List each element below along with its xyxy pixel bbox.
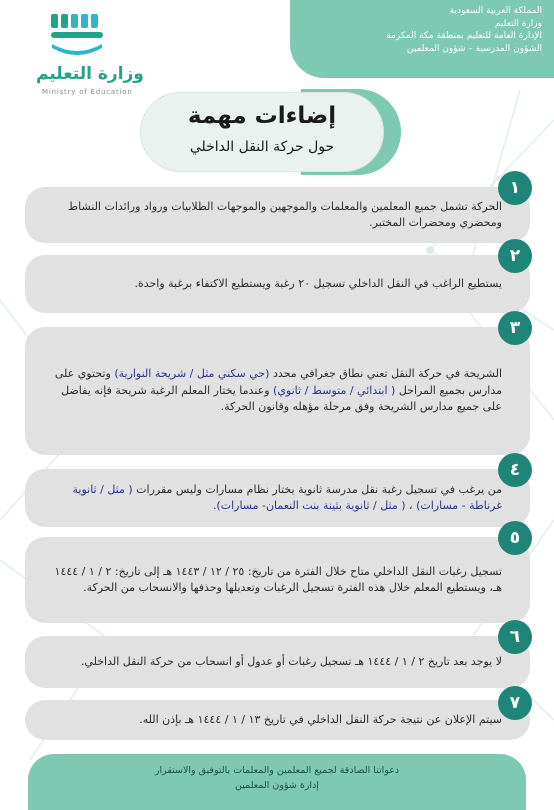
item-text: سيتم الإعلان عن نتيجة حركة النقل الداخلي في تاريخ ١٣ / ١ / ١٤٤٤ هـ بإذن الله. [139,712,502,726]
list-item-6 [25,636,530,688]
org-line-ministry: وزارة التعليم [494,18,542,29]
item-number-badge: ٢ [498,239,532,273]
item-text: يستطيع الراغب في النقل الداخلي تسجيل ٢٠ رغبة ويستطيع الاكتفاء برغبة واحدة. [134,276,502,290]
item-number-badge: ٥ [498,521,532,555]
item-highlight-text: ( ابتدائي / متوسط / ثانوي) [273,383,396,397]
page-title: إضاءات مهمة [187,103,337,129]
item-text [41,366,502,416]
org-line-department: الشؤون المدرسية – شؤون المعلمين [406,43,542,54]
page-subtitle: حول حركة النقل الداخلي [189,139,335,155]
title-banner [140,92,384,172]
footer-banner [28,754,526,810]
list-item-3 [25,327,530,455]
list-item-7 [25,700,530,740]
footer-message: دعواتنا الصادقة لجميع المعلمين والمعلمات بالتوفيق والاستقرار [154,765,400,776]
item-text-part: الشريحة في حركة النقل تعني نطاق جغرافي محدد [269,367,502,381]
list-item-1 [25,187,530,243]
item-number-badge: ٦ [498,620,532,654]
organization-header [290,0,554,78]
logo-english-name: Ministry of Education [42,88,133,96]
item-number-badge: ٧ [498,686,532,720]
item-text: الحركة تشمل جميع المعلمين والمعلمات والموجهين والموجهات الطلابيات ورواد ورائدات النشاط ومحضري ومحضرات المختبر. [67,199,502,229]
item-highlight-text: (حي سكني مثل / شريحة النوارية) [114,367,270,381]
item-highlight-text: ( مثل / ثانوية بثينة بنت النعمان- مسارات). [212,499,406,512]
item-highlight-text: ( مثل / ثانوية غرناطة - مسارات) [72,482,502,512]
item-text-part: وتحتوي على مدارس بجميع المراحل [54,367,502,397]
org-line-directorate: الإدارة العامة للتعليم بمنطقة مكة المكرمة [386,31,542,41]
item-number-badge: ٤ [498,453,532,487]
item-number-badge: ٣ [498,311,532,345]
org-line-country: المملكة العربية السعودية [449,6,542,16]
list-item-2 [25,255,530,313]
list-item-4 [25,469,530,527]
item-text-part: وعندما يختار المعلم الرغبة شريحة فإنه يفاضل على جميع مدارس الشريحة وفق مرحلة مؤهله وقانون الحركة. [61,383,502,414]
item-text: تسجيل رغبات النقل الداخلي متاح خلال الفترة من تاريخ: ٢٥ / ١٢ / ١٤٤٣ هـ إلى تاريخ: ٢ / ١ / ١٤٤٤ هـ، ويستطيع المعلم خلال هذه الفترة تسجيل الرغبات وتعديلها وحذفها والانسحاب من الحركة. [54,564,502,594]
item-text: لا يوجد بعد تاريخ ٢ / ١ / ١٤٤٤ هـ تسجيل رغبات أو عدول أو انسحاب من حركة النقل الداخلي. [80,654,502,668]
ministry-logo [30,12,144,96]
item-number-badge: ١ [498,171,532,205]
item-text-part: من يرغب في تسجيل رغبة نقل مدرسة ثانوية يختار نظام مسارات وليس مقررات [132,482,502,496]
item-text-part: ، [405,499,417,512]
ministry-logo-mark-icon [48,12,106,58]
logo-arabic-name: وزارة التعليم [36,64,144,84]
list-item-5 [25,537,530,623]
item-text [41,482,502,515]
footer-signature: إدارة شؤون المعلمين [235,780,319,791]
